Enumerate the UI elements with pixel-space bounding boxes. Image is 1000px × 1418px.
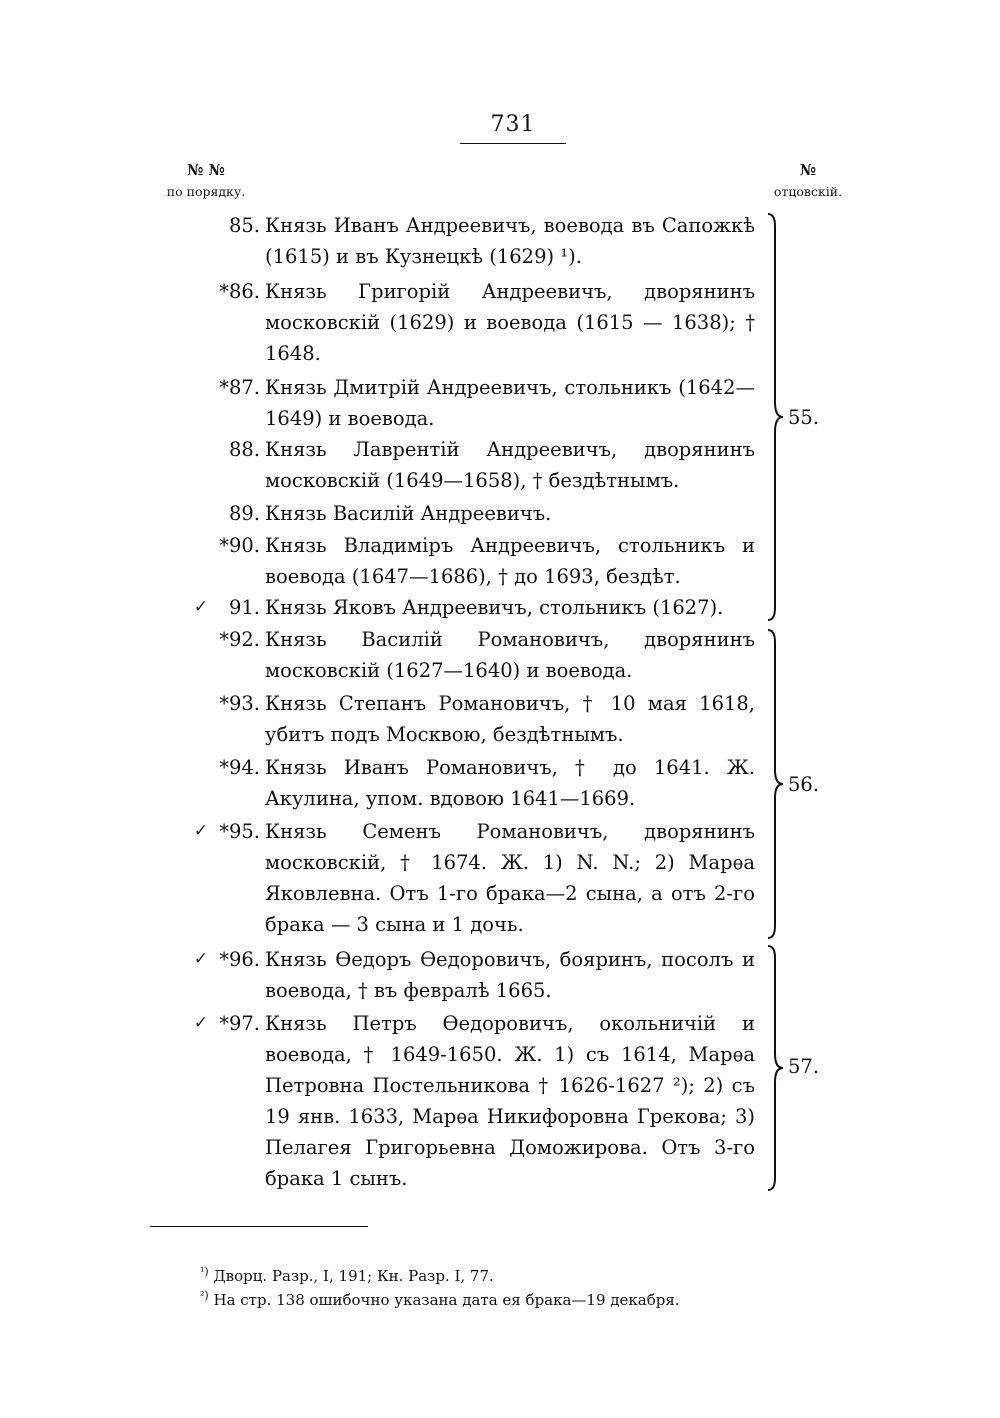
father-number-55: 55. [788, 406, 820, 429]
footnote-2 [200, 1284, 680, 1312]
entry-text: Князь Григорій Андреевичъ, дворянинъ московскій (1629) и воевода (1615 — 1638); † 1648. [265, 280, 755, 365]
brace-group-55 [764, 212, 786, 622]
father-number-56: 56. [788, 773, 820, 796]
column-header-order-number [150, 160, 262, 202]
entry-text: Князь Степанъ Романовичъ, † 10 мая 1618, убитъ подъ Москвою, бездѣтнымъ. [265, 692, 755, 746]
entry-text: Князь Семенъ Романовичъ, дворянинъ московскій, † 1674. Ж. 1) N. N.; 2) Марѳа Яковлевна. Отъ 1-го брака—2 сына, а отъ 2-го брака — 3 сына и 1 дочь. [265, 820, 755, 936]
entry-number: *96. [219, 948, 260, 971]
footnote-text: Дворц. Разр., I, 191; Кн. Разр. I, 77. [213, 1267, 494, 1285]
header-right-symbol: № [799, 161, 817, 179]
entry-number: *86. [219, 280, 260, 303]
entry-number: 85. [228, 214, 260, 237]
entry-text: Князь Лаврентій Андреевичъ, дворянинъ московскій (1649—1658), † бездѣтнымъ. [265, 438, 755, 492]
header-left-label: по порядку. [166, 184, 246, 199]
entry-number: *90. [219, 534, 260, 557]
brace-group-56 [764, 628, 786, 940]
entry-number: *97. [219, 1012, 260, 1035]
entry-text: Князь Дмитрій Андреевичъ, стольникъ (1642—1649) и воевода. [265, 376, 755, 430]
entry-text: Князь Василій Андреевичъ. [265, 502, 552, 525]
entry-text: Князь Ѳедоръ Ѳедоровичъ, бояринъ, посолъ и воевода, † въ февралѣ 1665. [265, 948, 755, 1002]
entry-text: Князь Петръ Ѳедоровичъ, окольничій и воевода, † 1649-1650. Ж. 1) съ 1614, Марѳа Петровна Постельникова † 1626-1627 ²); 2) съ 19 янв. 1633, Марѳа Никифоровна Грекова; 3) Пелагея Григорьевна Доможирова. Отъ 3-го брака 1 сынъ. [265, 1012, 755, 1190]
entry-text: Князь Василій Романовичъ, дворянинъ московскій (1627—1640) и воевода. [265, 628, 755, 682]
entry-number: 88. [228, 438, 260, 461]
footnote-marker: ²) [200, 1289, 209, 1302]
footnote-marker: ¹) [200, 1265, 209, 1278]
footnote-divider [150, 1226, 368, 1227]
column-header-father-number [756, 160, 860, 202]
entry-number: *94. [219, 756, 260, 779]
header-right-label: отцовскій. [773, 184, 843, 199]
right-brace-icon [764, 628, 786, 940]
entry-number: *95. [219, 820, 260, 843]
page-number: 731 [460, 112, 566, 144]
entry-text: Князь Яковъ Андреевичъ, стольникъ (1627). [265, 596, 724, 619]
entry-text: Князь Иванъ Андреевичъ, воевода въ Сапожкѣ (1615) и въ Кузнецкѣ (1629) ¹). [265, 214, 755, 268]
entry-number: *93. [219, 692, 260, 715]
pencil-mark: ✓ [193, 597, 208, 617]
right-brace-icon [764, 212, 786, 622]
entry-number: 91. [228, 596, 260, 619]
pencil-checkmark: ✓ [193, 949, 208, 969]
pencil-checkmark: ✓ [193, 1013, 208, 1033]
entry-text: Князь Иванъ Романовичъ, † до 1641. Ж. Акулина, упом. вдовою 1641—1669. [265, 756, 755, 810]
father-number-57: 57. [788, 1055, 820, 1078]
footnote-text: На стр. 138 ошибочно указана дата ея брака—19 декабря. [213, 1291, 680, 1309]
pencil-checkmark: ✓ [193, 821, 208, 841]
entry-number: *87. [219, 376, 260, 399]
right-brace-icon [764, 944, 786, 1192]
entry-number: 89. [228, 502, 260, 525]
entry-number: *92. [219, 628, 260, 651]
entry-text: Князь Владиміръ Андреевичъ, стольникъ и воевода (1647—1686), † до 1693, бездѣт. [265, 534, 755, 588]
header-left-symbol: № № [187, 161, 225, 179]
brace-group-57 [764, 944, 786, 1192]
